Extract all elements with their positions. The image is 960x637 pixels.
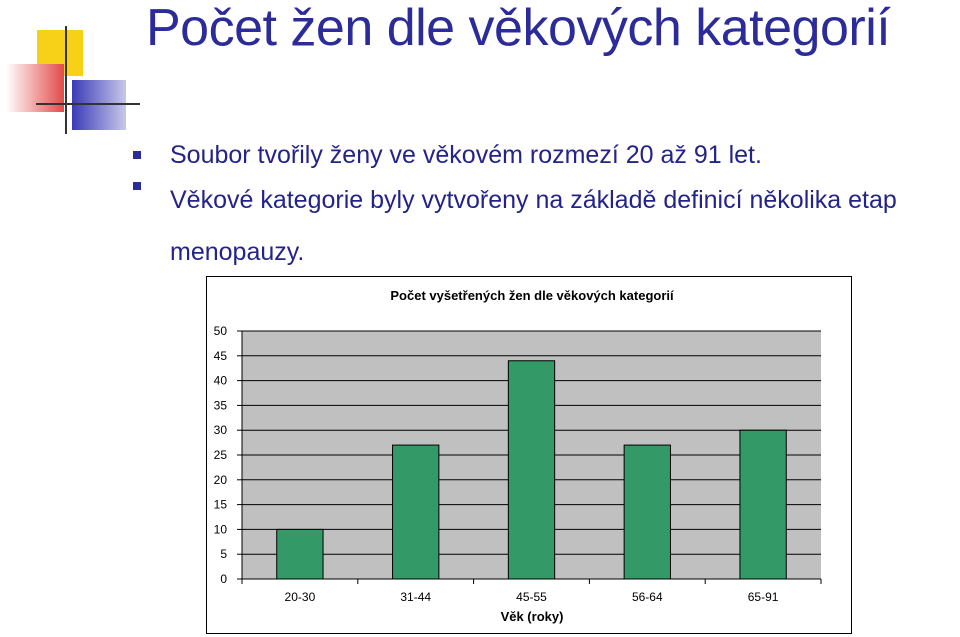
bullet-list <box>130 138 930 278</box>
bullet-square-icon <box>133 151 141 159</box>
bullet-text: Soubor tvořily ženy ve věkovém rozmezí 20 až 91 let. <box>170 141 762 169</box>
x-tick-label: 31-44 <box>400 590 432 604</box>
y-tick-label: 35 <box>213 398 227 413</box>
bullet-item <box>130 174 930 278</box>
bullet-text: Věkové kategorie byly vytvořeny na základě definicí několika etap menopauzy. <box>170 186 897 266</box>
deco-vertical-line <box>65 26 67 134</box>
x-tick-label: 56-64 <box>631 590 663 604</box>
y-tick-label: 45 <box>213 348 227 363</box>
x-axis-label: Věk (roky) <box>500 609 564 624</box>
y-tick-label: 15 <box>213 497 227 512</box>
bar-56-64 <box>624 445 670 579</box>
y-tick-label: 0 <box>220 572 227 586</box>
bar-31-44 <box>393 445 439 579</box>
y-tick-label: 20 <box>213 472 227 487</box>
bar-45-55 <box>508 361 554 579</box>
bar-20-30 <box>277 529 323 579</box>
bar-chart <box>206 276 852 634</box>
y-tick-label: 50 <box>213 324 227 338</box>
y-tick-label: 30 <box>213 423 227 438</box>
bullet-square-icon <box>133 182 141 190</box>
x-tick-label: 20-30 <box>284 590 316 604</box>
chart-canvas <box>207 277 853 635</box>
y-tick-label: 10 <box>213 522 227 537</box>
x-tick-label: 45-55 <box>516 590 547 604</box>
y-tick-label: 5 <box>220 547 227 562</box>
bar-65-91 <box>740 430 786 579</box>
y-tick-label: 40 <box>213 373 227 388</box>
slide-title: Počet žen dle věkových kategorií <box>146 0 891 57</box>
y-tick-label: 25 <box>213 448 227 462</box>
bullet-item <box>130 138 930 172</box>
deco-horizontal-line <box>36 103 140 105</box>
deco-blue-square <box>72 80 126 130</box>
chart-title: Počet vyšetřených žen dle věkových kategorií <box>390 288 674 303</box>
x-tick-label: 65-91 <box>747 590 779 604</box>
